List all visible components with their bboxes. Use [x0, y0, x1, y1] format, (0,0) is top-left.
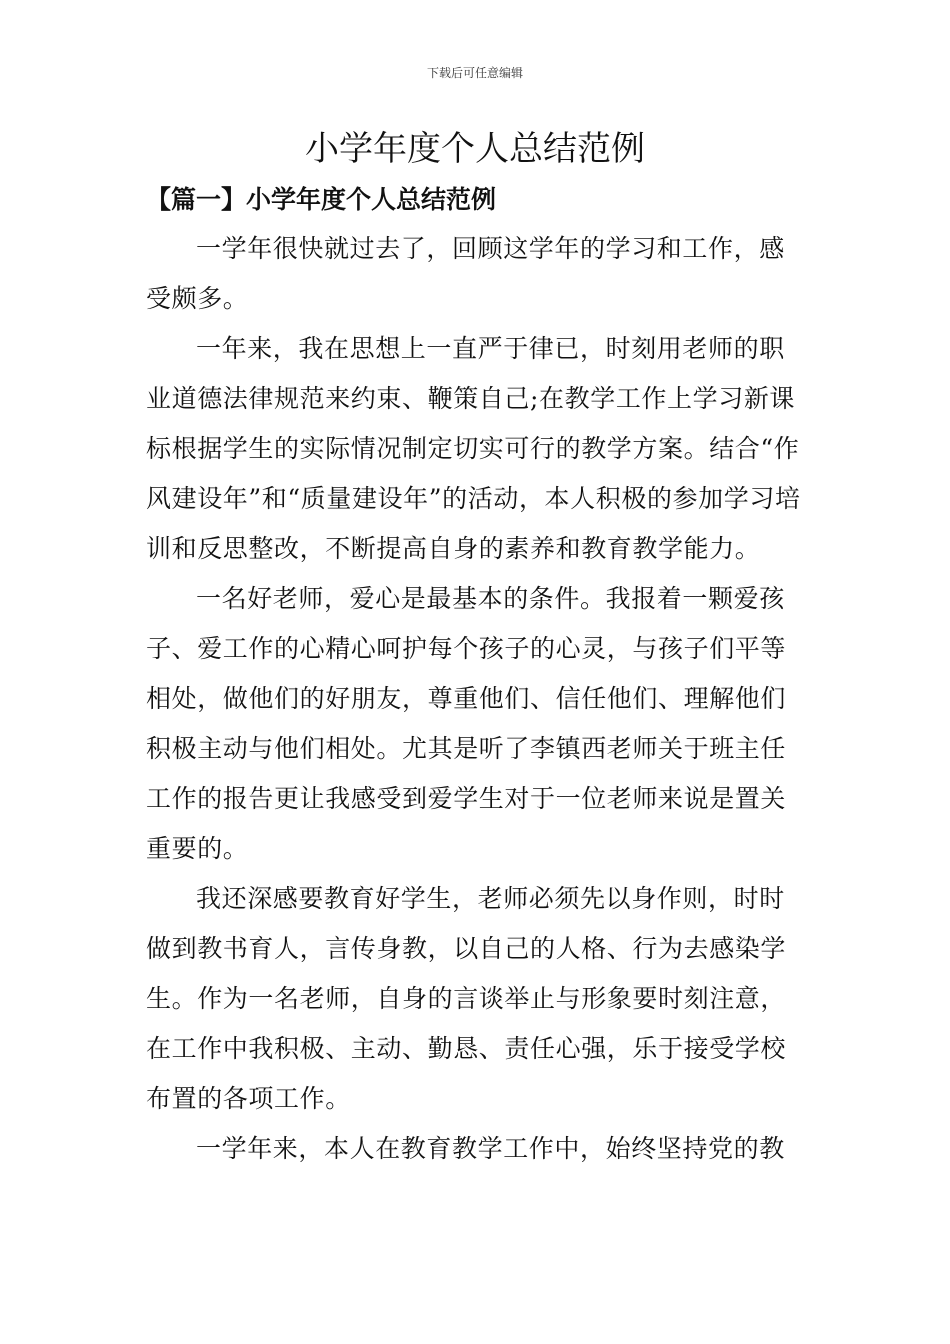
- paragraph-2: 一年来，我在思想上一直严于律已，时刻用老师的职业道德法律规范来约束、鞭策自己;在教学工作上学习新课标根据学生的实际情况制定切实可行的教学方案。结合“作风建设年”和“质量建设年”的活动，本人积极的参加学习培训和反思整改，不断提高自身的素养和教育教学能力。: [146, 334, 801, 563]
- document-body: [146, 224, 808, 1174]
- paragraph-5: 一学年来，本人在教育教学工作中，始终坚持党的教: [196, 1134, 785, 1163]
- paragraph-4: 我还深感要教育好学生，老师必须先以身作则，时时做到教书育人，言传身教，以自己的人格、行为去感染学生。作为一名老师，自身的言谈举止与形象要时刻注意，在工作中我积极、主动、勤恳、责任心强，乐于接受学校布置的各项工作。: [146, 884, 787, 1113]
- paragraph-1: 一学年很快就过去了，回顾这学年的学习和工作，感受颇多。: [146, 234, 785, 313]
- header-note: 下载后可任意编辑: [426, 66, 523, 80]
- section-heading: 【篇一】小学年度个人总结范例: [146, 185, 497, 214]
- document-title: 小学年度个人总结范例: [305, 129, 645, 169]
- paragraph-3: 一名好老师，爱心是最基本的条件。我报着一颗爱孩子、爱工作的心精心呵护每个孩子的心灵，与孩子们平等相处，做他们的好朋友，尊重他们、信任他们、理解他们积极主动与他们相处。尤其是听了李镇西老师关于班主任工作的报告更让我感受到爱学生对于一位老师来说是置关重要的。: [146, 584, 787, 863]
